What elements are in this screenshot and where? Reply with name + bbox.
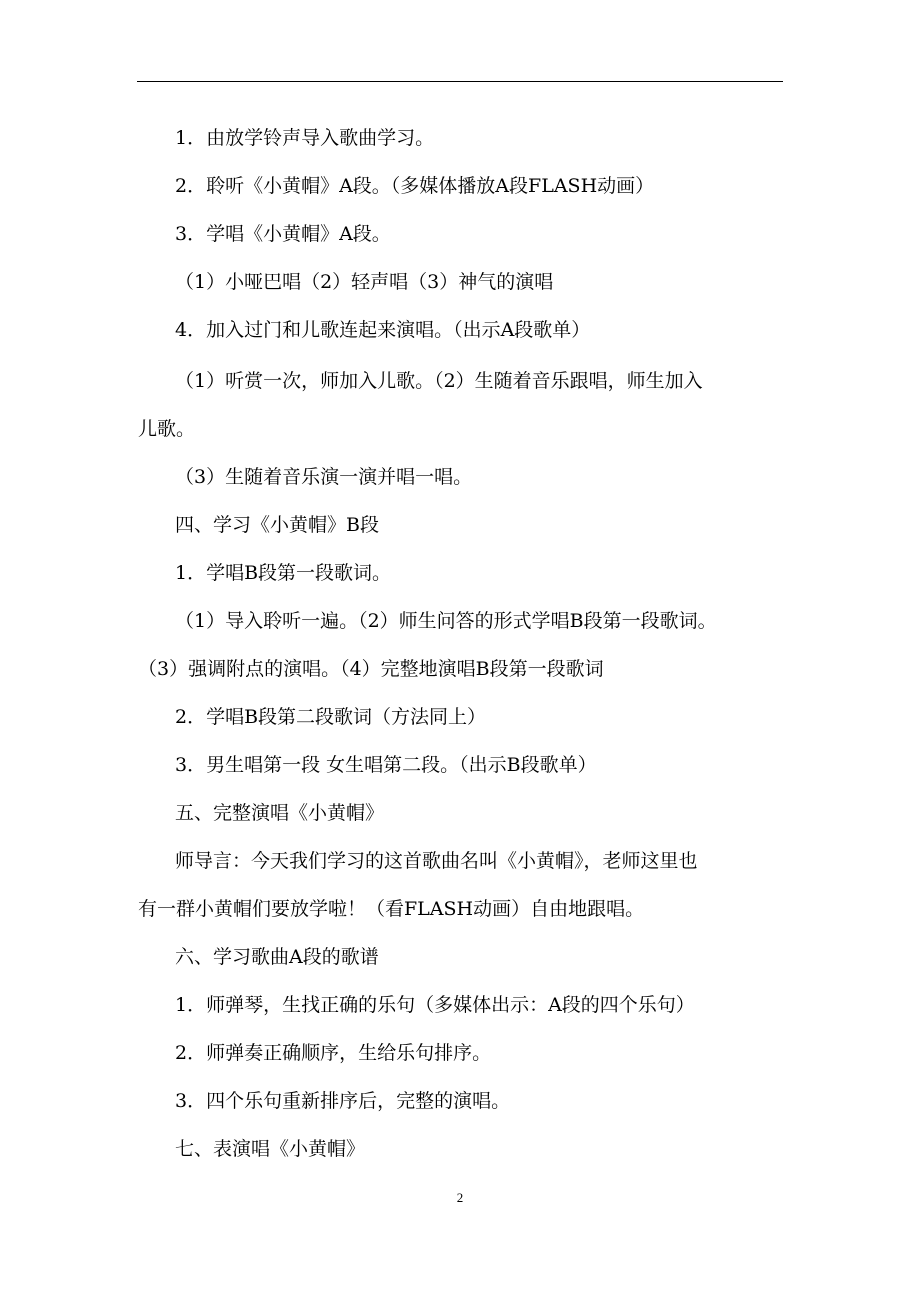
text-line: 2．师弹奏正确顺序，生给乐句排序。 bbox=[175, 1042, 492, 1064]
text-line: 4．加入过门和儿歌连起来演唱。（出示A段歌单） bbox=[175, 319, 591, 341]
text-line: 1．师弹琴，生找正确的乐句（多媒体出示：A段的四个乐句） bbox=[175, 994, 695, 1016]
text-line: 有一群小黄帽们要放学啦！（看FLASH动画）自由地跟唱。 bbox=[138, 898, 645, 920]
text-line: （3）强调附点的演唱。（4）完整地演唱B段第一段歌词 bbox=[138, 658, 604, 680]
section-heading: 五、完整演唱《小黄帽》 bbox=[175, 802, 385, 824]
text-line: 3．学唱《小黄帽》A段。 bbox=[175, 223, 391, 245]
text-line: （3）生随着音乐演一演并唱一唱。 bbox=[175, 466, 473, 488]
text-line: 2．聆听《小黄帽》A段。（多媒体播放A段FLASH动画） bbox=[175, 175, 655, 197]
text-line: （1）听赏一次，师加入儿歌。（2）生随着音乐跟唱，师生加入 bbox=[175, 370, 703, 392]
text-line: （1）小哑巴唱（2）轻声唱（3）神气的演唱 bbox=[175, 271, 554, 293]
text-line: （1）导入聆听一遍。（2）师生问答的形式学唱B段第一段歌词。 bbox=[175, 610, 717, 632]
text-line: 1．由放学铃声导入歌曲学习。 bbox=[175, 127, 435, 149]
text-line: 儿歌。 bbox=[138, 418, 196, 440]
section-heading: 七、表演唱《小黄帽》 bbox=[175, 1138, 366, 1160]
section-heading: 六、学习歌曲A段的歌谱 bbox=[175, 946, 379, 968]
text-line: 师导言：今天我们学习的这首歌曲名叫《小黄帽》，老师这里也 bbox=[175, 850, 698, 872]
page-number: 2 bbox=[456, 1190, 464, 1205]
section-heading: 四、学习《小黄帽》B段 bbox=[175, 514, 379, 536]
text-line: 3．男生唱第一段 女生唱第二段。（出示B段歌单） bbox=[175, 754, 597, 776]
text-line: 1．学唱B段第一段歌词。 bbox=[175, 562, 392, 584]
text-line: 2．学唱B段第二段歌词（方法同上） bbox=[175, 706, 487, 728]
text-line: 3．四个乐句重新排序后，完整的演唱。 bbox=[175, 1090, 511, 1112]
header-rule bbox=[137, 81, 783, 82]
